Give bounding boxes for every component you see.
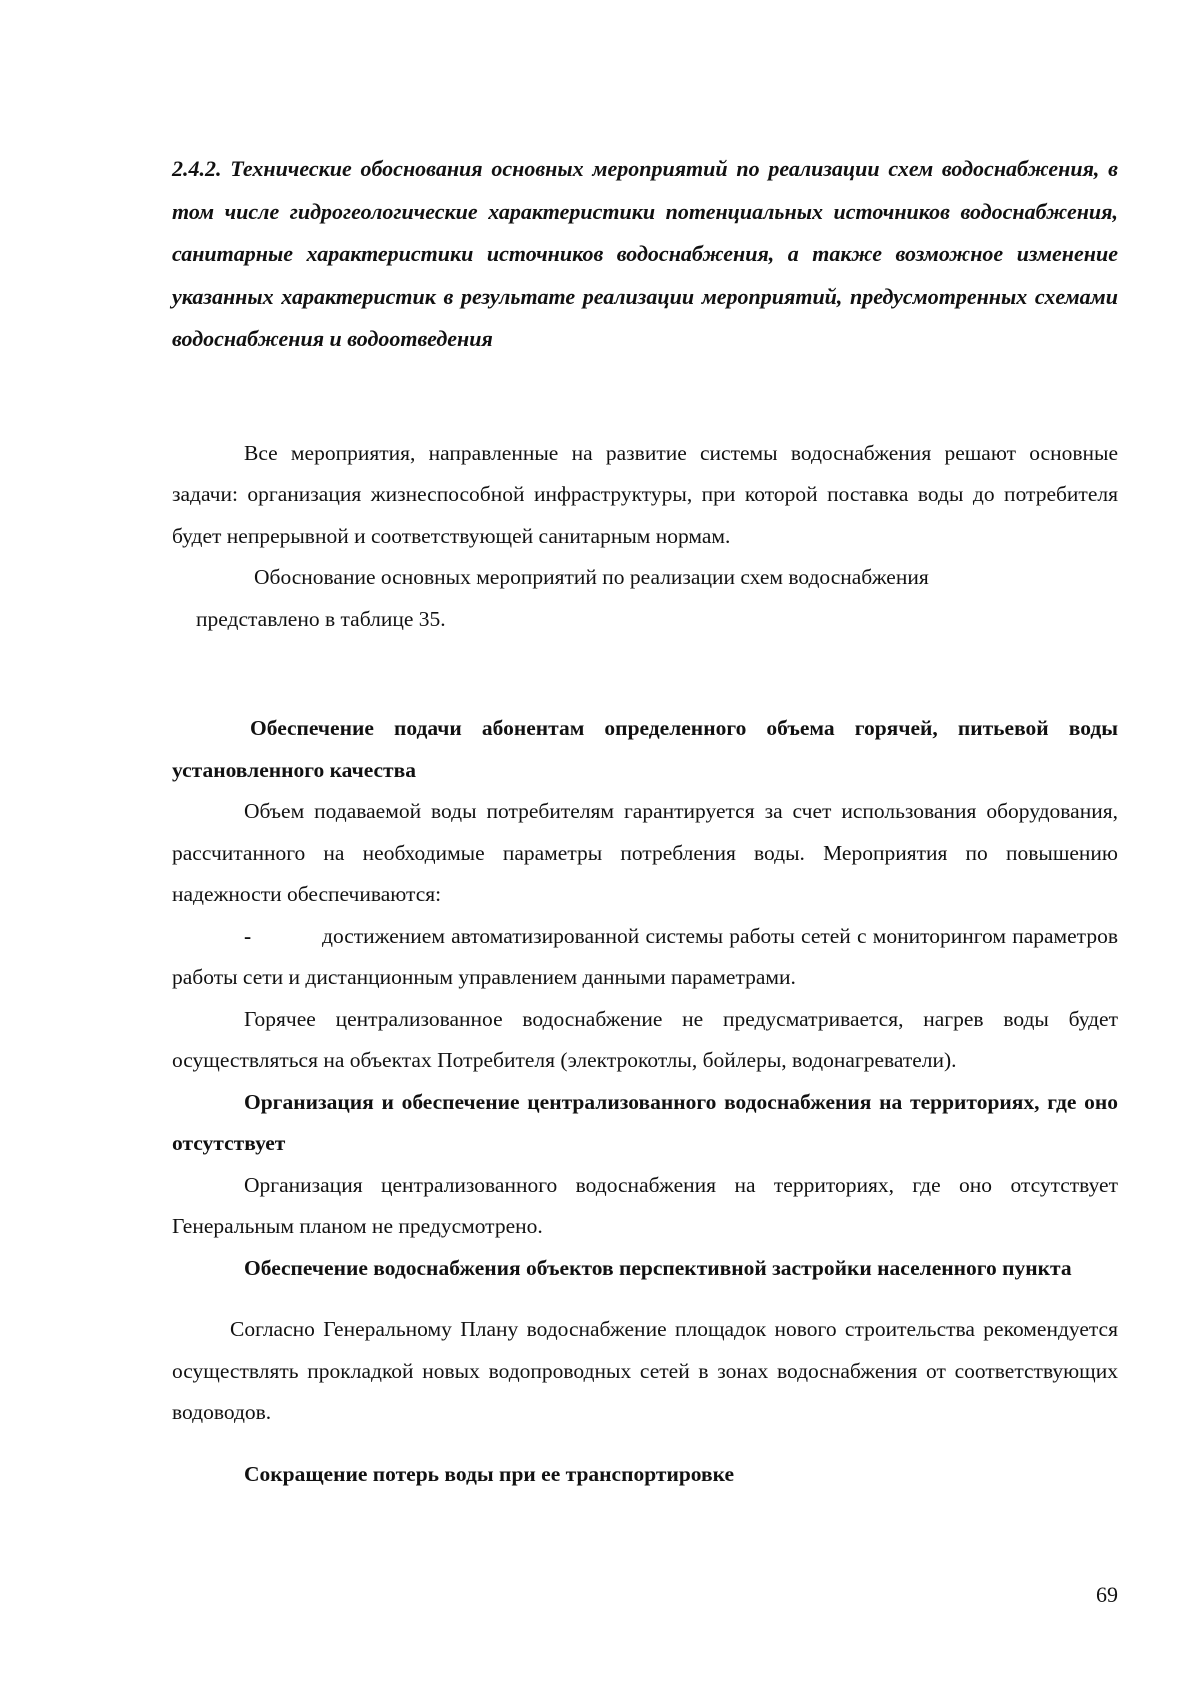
section-title-water-loss-reduction: Сокращение потерь воды при ее транспортировке <box>244 1461 735 1486</box>
section-1-paragraph-1: Объем подаваемой воды потребителям гарантируется за счет использования оборудования, рассчитанного на необходимые параметры потребления воды. Мероприятия по повышению надежности обеспечиваются: <box>172 799 1118 906</box>
section-1-list-item <box>172 916 1118 999</box>
intro-paragraph-2-line-1: Обоснование основных мероприятий по реализации схем водоснабжения <box>254 565 929 589</box>
section-1-paragraph-2: Горячее централизованное водоснабжение не предусматривается, нагрев воды будет осуществляться на объектах Потребителя (электрокотлы, бойлеры, водонагреватели). <box>172 1006 1118 1072</box>
section-title-centralized-supply: Организация и обеспечение централизованного водоснабжения на территориях, где оно отсутствует <box>172 1089 1118 1155</box>
intro-paragraph-1: Все мероприятия, направленные на развитие системы водоснабжения решают основные задачи: организация жизнеспособной инфраструктуры, при которой поставка воды до потребителя будет непрерывной и соответствующей санитарным нормам. <box>172 440 1118 548</box>
section-heading: 2.4.2. Технические обоснования основных мероприятий по реализации схем водоснабжения, в том числе гидрогеологические характеристики потенциальных источников водоснабжения, санитарные характеристики источников водоснабжения, а также возможное изменение указанных характеристик в результате реализации мероприятий, предусмотренных схемами водоснабжения и водоотведения <box>172 156 1118 351</box>
section-3-paragraph-1: Согласно Генеральному Плану водоснабжение площадок нового строительства рекомендуется осуществлять прокладкой новых водопроводных сетей в зонах водоснабжения от соответствующих водоводов. <box>172 1317 1118 1424</box>
document-content <box>172 148 1118 1495</box>
intro-paragraph-2-line-2: представлено в таблице 35. <box>196 606 446 631</box>
page-number: 69 <box>1096 1582 1118 1607</box>
list-dash-marker: - <box>244 923 252 948</box>
section-title-new-construction: Обеспечение водоснабжения объектов перспективной застройки населенного пункта <box>244 1255 1072 1280</box>
section-title-hot-water-supply: Обеспечение подачи абонентам определенного объема горячей, питьевой воды установленного качества <box>172 716 1118 782</box>
list-item-text: достижением автоматизированной системы работы сетей с мониторингом параметров работы сети и дистанционным управлением данными параметрами. <box>172 923 1118 989</box>
section-2-paragraph-1: Организация централизованного водоснабжения на территориях, где оно отсутствует Генеральным планом не предусмотрено. <box>172 1172 1118 1238</box>
